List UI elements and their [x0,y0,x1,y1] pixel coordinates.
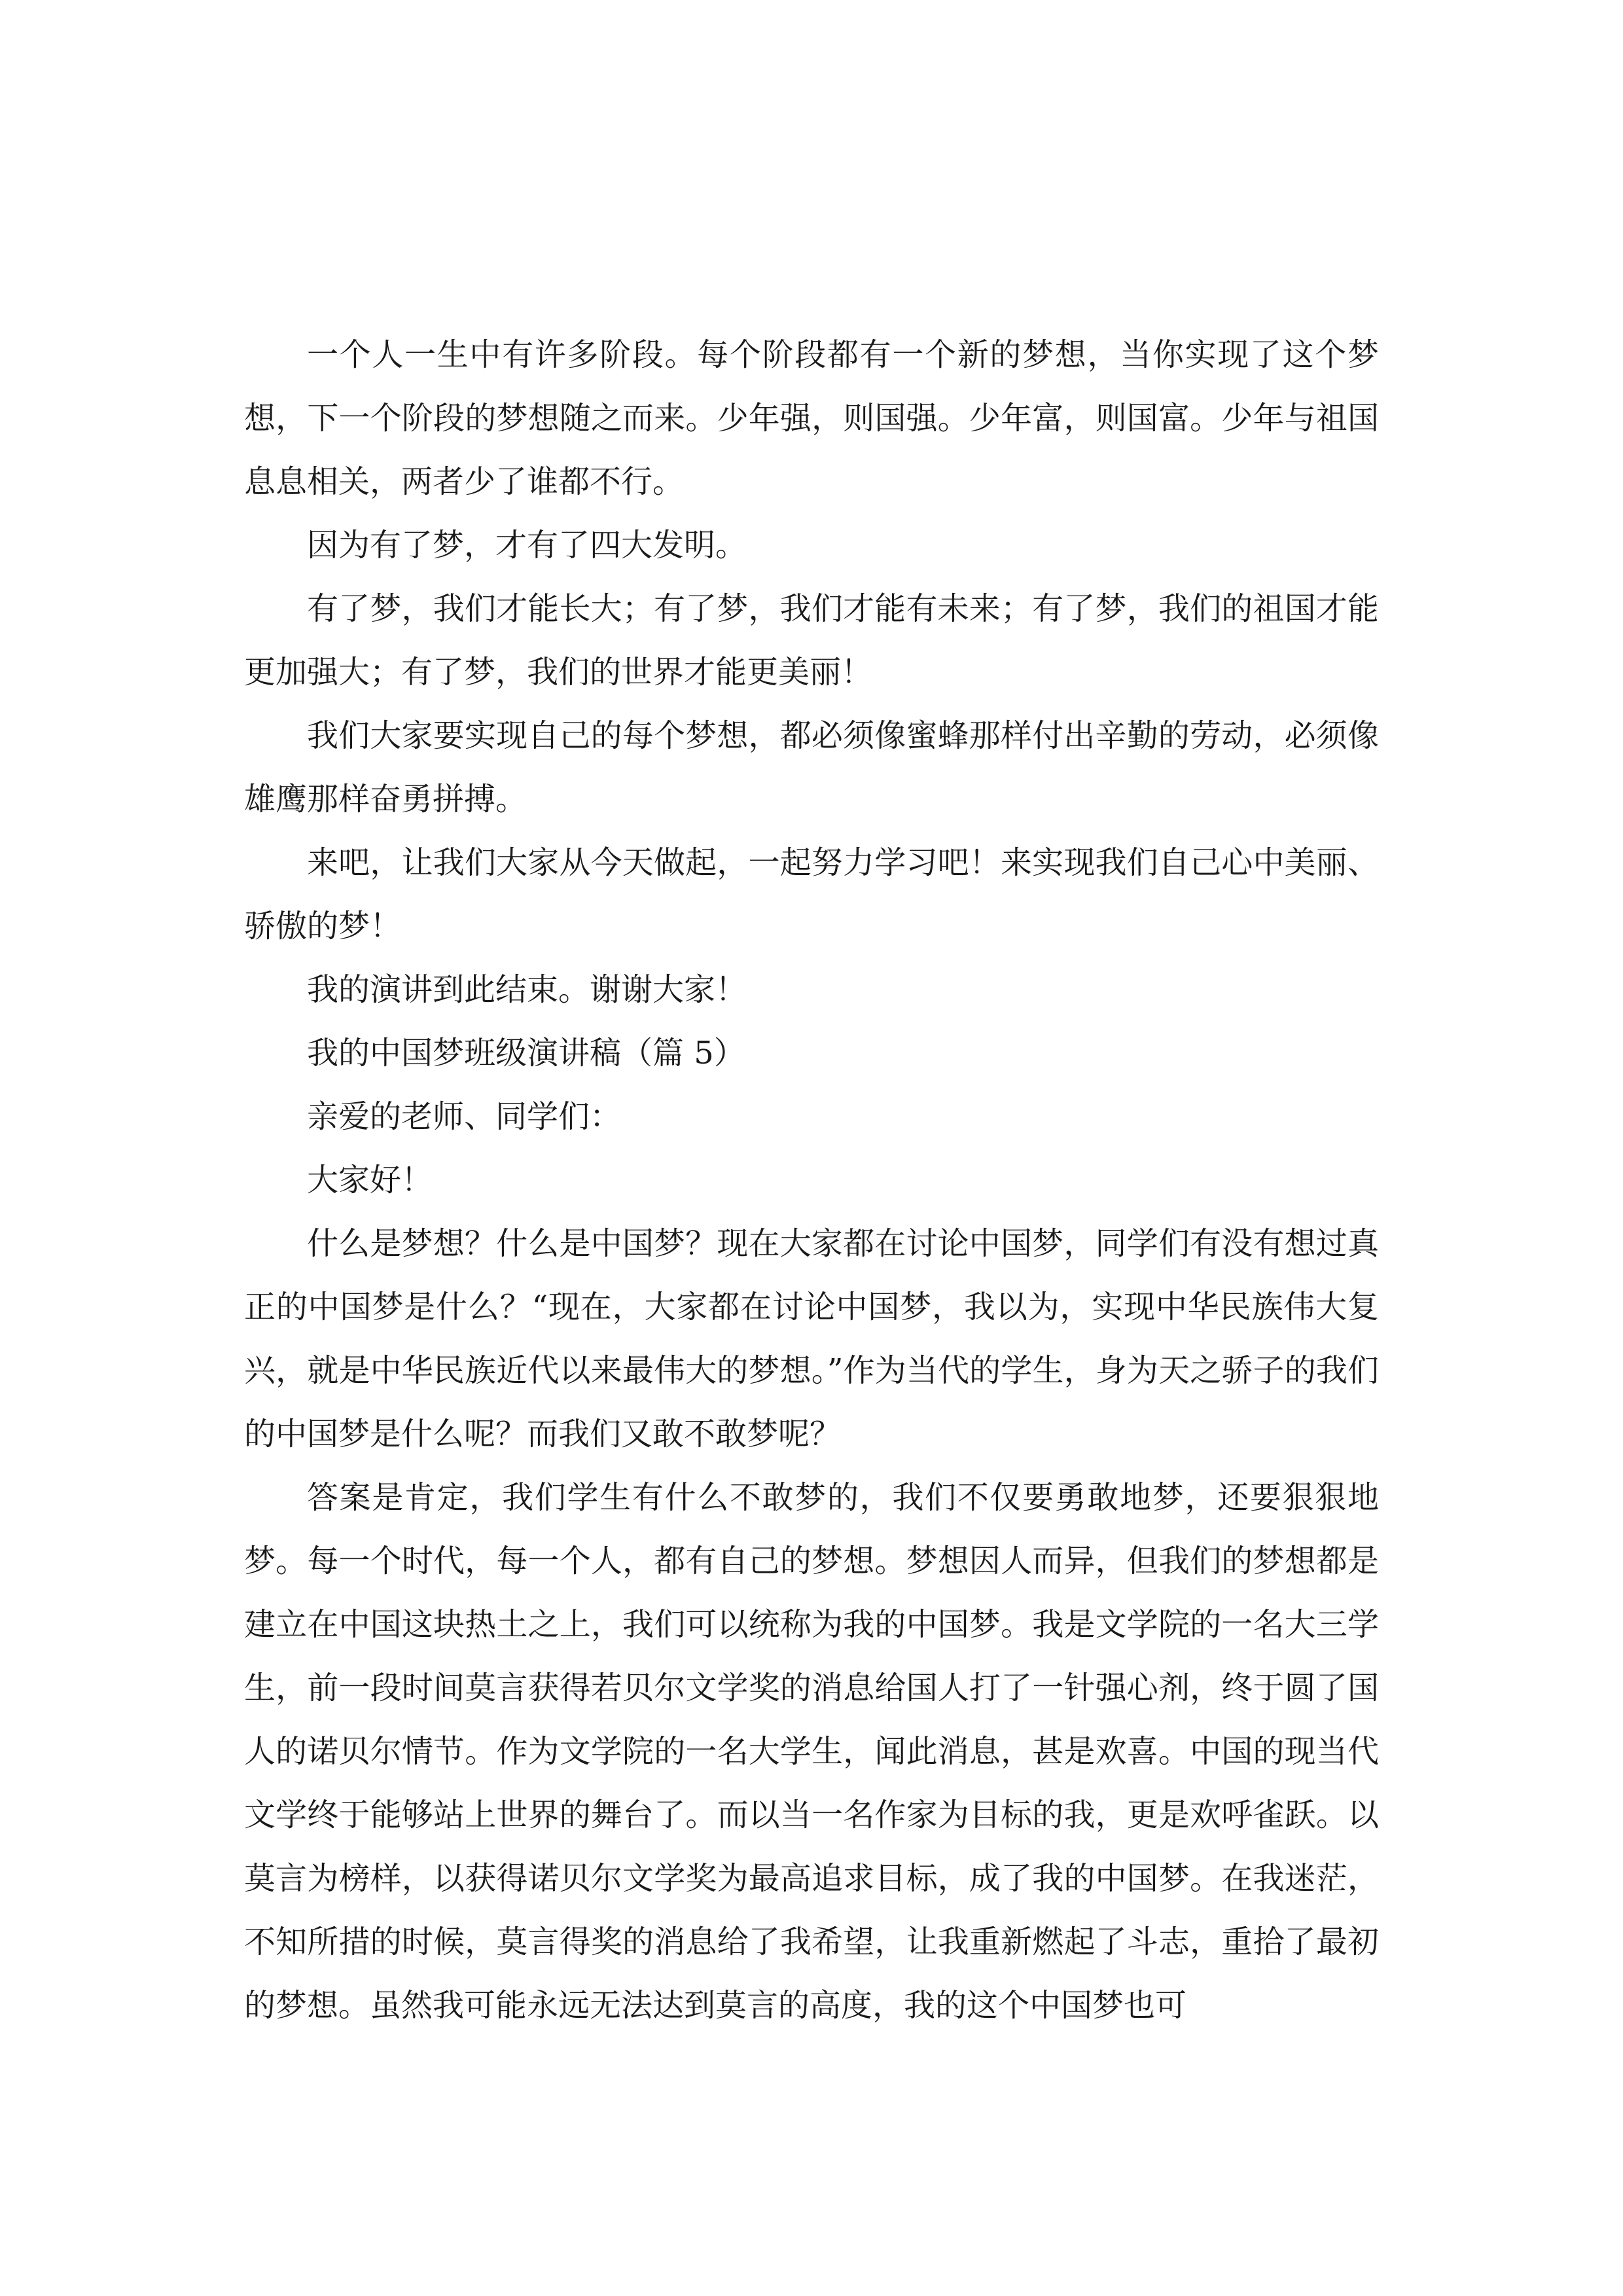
section-heading: 我的中国梦班级演讲稿（篇 5） [307,1035,745,1071]
greeting: 大家好！ [307,1162,433,1198]
paragraph: 答案是肯定，我们学生有什么不敢梦的，我们不仅要勇敢地梦，还要狠狠地梦。每一个时代，每一个人，都有自己的梦想。梦想因人而异，但我们的梦想都是建立在中国这块热土之上，我们可以统称为我的中国梦。我是文学院的一名大三学生，前一段时间莫言获得若贝尔文学奖的消息给国人打了一针强心剂，终于圆了国人的诺贝尔情节。作为文学院的一名大学生，闻此消息，甚是欢喜。中国的现当代文学终于能够站上世界的舞台了。而以当一名作家为目标的我，更是欢呼雀跃。以莫言为榜样，以获得诺贝尔文学奖为最高追求目标，成了我的中国梦。在我迷茫，不知所措的时候，莫言得奖的消息给了我希望，让我重新燃起了斗志，重拾了最初的梦想。虽然我可能永远无法达到莫言的高度，我的这个中国梦也可 [244,1479,1379,2024]
paragraph: 什么是梦想？什么是中国梦？现在大家都在讨论中国梦，同学们有没有想过真正的中国梦是什么？“现在，大家都在讨论中国梦，我以为，实现中华民族伟大复兴，就是中华民族近代以来最伟大的梦想。”作为当代的学生，身为天之骄子的我们的中国梦是什么呢？而我们又敢不敢梦呢？ [244,1225,1379,1452]
paragraph: 我们大家要实现自己的每个梦想，都必须像蜜蜂那样付出辛勤的劳动，必须像雄鹰那样奋勇拼搏。 [244,717,1379,817]
paragraph: 我的演讲到此结束。谢谢大家！ [307,971,747,1008]
paragraph: 因为有了梦，才有了四大发明。 [307,527,747,564]
document-body [244,323,1379,2037]
paragraph: 一个人一生中有许多阶段。每个阶段都有一个新的梦想，当你实现了这个梦想，下一个阶段的梦想随之而来。少年强，则国强。少年富，则国富。少年与祖国息息相关，两者少了谁都不行。 [244,336,1379,500]
paragraph: 来吧，让我们大家从今天做起，一起努力学习吧！来实现我们自己心中美丽、骄傲的梦！ [244,844,1379,944]
paragraph: 有了梦，我们才能长大；有了梦，我们才能有未来；有了梦，我们的祖国才能更加强大；有了梦，我们的世界才能更美丽！ [244,590,1379,691]
salutation: 亲爱的老师、同学们： [307,1098,622,1135]
